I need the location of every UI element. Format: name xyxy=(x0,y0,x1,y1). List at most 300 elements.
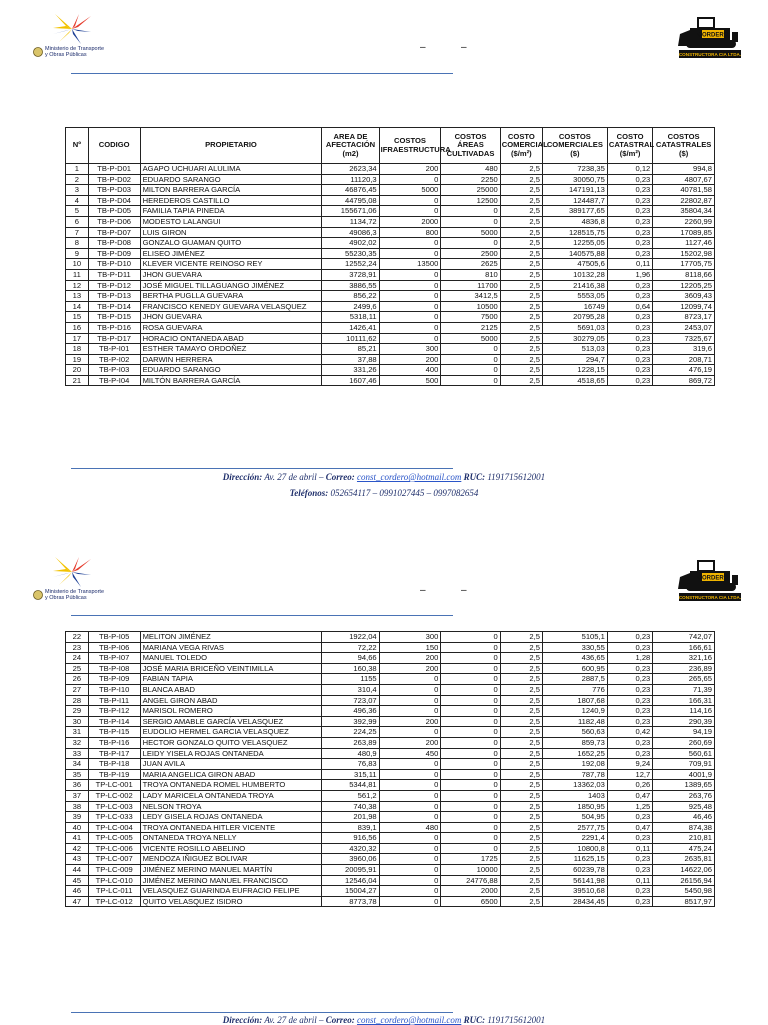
row-code: TB-P-D09 xyxy=(88,248,140,259)
bulldozer-icon xyxy=(676,14,744,64)
table-row xyxy=(66,375,715,386)
row-infra-cost: 0 xyxy=(379,195,441,206)
row-unit-commercial: 2,5 xyxy=(500,716,542,727)
row-owner: JOSÉ MIGUEL TILLAGUANGO JIMÉNEZ xyxy=(140,280,322,291)
row-infra-cost: 800 xyxy=(379,227,441,238)
row-code: TP-LC-001 xyxy=(88,780,140,791)
row-code: TB-P-D04 xyxy=(88,195,140,206)
row-cadastral-cost: 12099,74 xyxy=(653,301,715,312)
row-code: TP-LC-033 xyxy=(88,812,140,823)
row-area: 1134,72 xyxy=(322,216,379,227)
row-unit-commercial: 2,5 xyxy=(500,164,542,175)
row-commercial-cost: 560,63 xyxy=(542,727,607,738)
row-cadastral-cost: 26156,94 xyxy=(653,875,715,886)
row-infra-cost: 200 xyxy=(379,354,441,365)
column-header: AREA DE AFECTACIÓN (m2) xyxy=(322,128,379,164)
row-code: TB-P-I05 xyxy=(88,632,140,643)
row-area: 315,11 xyxy=(322,769,379,780)
row-commercial-cost: 389177,65 xyxy=(542,206,607,217)
row-infra-cost: 200 xyxy=(379,716,441,727)
row-owner: KLEVER VICENTE REINOSO REY xyxy=(140,259,322,270)
row-commercial-cost: 294,7 xyxy=(542,354,607,365)
row-code: TB-P-I18 xyxy=(88,759,140,770)
row-code: TP-LC-004 xyxy=(88,822,140,833)
table-row xyxy=(66,642,715,653)
row-infra-cost: 0 xyxy=(379,896,441,907)
row-number: 1 xyxy=(66,164,89,175)
row-commercial-cost: 13362,03 xyxy=(542,780,607,791)
table-row xyxy=(66,195,715,206)
row-unit-commercial: 2,5 xyxy=(500,727,542,738)
row-area: 224,25 xyxy=(322,727,379,738)
table-row xyxy=(66,896,715,907)
row-code: TB-P-I10 xyxy=(88,684,140,695)
row-commercial-cost: 147191,13 xyxy=(542,185,607,196)
row-number: 44 xyxy=(66,865,89,876)
row-unit-cadastral: 0,23 xyxy=(607,642,652,653)
row-crop-cost: 0 xyxy=(441,780,500,791)
row-number: 24 xyxy=(66,653,89,664)
row-area: 46876,45 xyxy=(322,185,379,196)
table-row xyxy=(66,322,715,333)
cost-table-page-1 xyxy=(65,127,715,386)
row-number: 13 xyxy=(66,291,89,302)
row-commercial-cost: 436,65 xyxy=(542,653,607,664)
row-code: TB-P-I08 xyxy=(88,663,140,674)
row-owner: MARISOL ROMERO xyxy=(140,706,322,717)
row-number: 22 xyxy=(66,632,89,643)
row-owner: FABIAN TAPIA xyxy=(140,674,322,685)
row-number: 37 xyxy=(66,790,89,801)
row-crop-cost: 0 xyxy=(441,716,500,727)
row-unit-commercial: 2,5 xyxy=(500,280,542,291)
ruc-value: 1191715612001 xyxy=(487,1015,546,1025)
row-area: 740,38 xyxy=(322,801,379,812)
column-header: COSTOS COMERCIALES ($) xyxy=(542,128,607,164)
row-crop-cost: 25000 xyxy=(441,185,500,196)
row-commercial-cost: 192,08 xyxy=(542,759,607,770)
row-number: 2 xyxy=(66,174,89,185)
row-area: 72,22 xyxy=(322,642,379,653)
row-number: 15 xyxy=(66,312,89,323)
table-row xyxy=(66,695,715,706)
row-crop-cost: 2500 xyxy=(441,248,500,259)
row-infra-cost: 150 xyxy=(379,642,441,653)
row-cadastral-cost: 2635,81 xyxy=(653,854,715,865)
row-number: 4 xyxy=(66,195,89,206)
row-crop-cost: 0 xyxy=(441,833,500,844)
row-commercial-cost: 12255,05 xyxy=(542,238,607,249)
row-unit-cadastral: 0,23 xyxy=(607,833,652,844)
row-commercial-cost: 1807,68 xyxy=(542,695,607,706)
row-owner: FAMILIA TAPIA PINEDA xyxy=(140,206,322,217)
row-cadastral-cost: 260,69 xyxy=(653,737,715,748)
row-commercial-cost: 10800,8 xyxy=(542,843,607,854)
row-crop-cost: 0 xyxy=(441,684,500,695)
row-cadastral-cost: 15202,98 xyxy=(653,248,715,259)
row-infra-cost: 500 xyxy=(379,375,441,386)
row-commercial-cost: 2577,75 xyxy=(542,822,607,833)
row-unit-commercial: 2,5 xyxy=(500,748,542,759)
row-unit-cadastral: 0,47 xyxy=(607,822,652,833)
row-number: 27 xyxy=(66,684,89,695)
row-unit-cadastral: 0,23 xyxy=(607,322,652,333)
row-area: 561,2 xyxy=(322,790,379,801)
row-crop-cost: 0 xyxy=(441,238,500,249)
row-crop-cost: 0 xyxy=(441,822,500,833)
table-row xyxy=(66,674,715,685)
row-commercial-cost: 5105,1 xyxy=(542,632,607,643)
row-area: 76,83 xyxy=(322,759,379,770)
row-owner: GONZALO GUAMAN QUITO xyxy=(140,238,322,249)
row-infra-cost: 0 xyxy=(379,706,441,717)
table-row xyxy=(66,269,715,280)
row-crop-cost: 10000 xyxy=(441,865,500,876)
svg-text:CORDERO: CORDERO xyxy=(697,32,729,39)
table-row xyxy=(66,365,715,376)
row-area: 839,1 xyxy=(322,822,379,833)
row-crop-cost: 0 xyxy=(441,790,500,801)
row-unit-commercial: 2,5 xyxy=(500,706,542,717)
row-infra-cost: 300 xyxy=(379,344,441,355)
row-number: 47 xyxy=(66,896,89,907)
row-number: 38 xyxy=(66,801,89,812)
row-infra-cost: 0 xyxy=(379,269,441,280)
row-owner: TROYA ONTANEDA ROMEL HUMBERTO xyxy=(140,780,322,791)
row-unit-cadastral: 0,23 xyxy=(607,344,652,355)
row-commercial-cost: 5691,03 xyxy=(542,322,607,333)
row-cadastral-cost: 14622,06 xyxy=(653,865,715,876)
row-crop-cost: 24776,88 xyxy=(441,875,500,886)
header-rule xyxy=(71,73,453,74)
table-row xyxy=(66,748,715,759)
row-number: 12 xyxy=(66,280,89,291)
table-row xyxy=(66,780,715,791)
column-header: COSTO CATASTRAL ($/m²) xyxy=(607,128,652,164)
row-unit-cadastral: 0,23 xyxy=(607,365,652,376)
row-commercial-cost: 2291,4 xyxy=(542,833,607,844)
column-header: Nº xyxy=(66,128,89,164)
table-row xyxy=(66,216,715,227)
footer-address: Dirección: Av. 27 de abril – Correo: const_cordero@hotmail.com RUC: 1191715612001 xyxy=(222,1015,546,1025)
row-owner: VICENTE ROSILLO ABELINO xyxy=(140,843,322,854)
row-unit-cadastral: 0,23 xyxy=(607,737,652,748)
row-crop-cost: 11700 xyxy=(441,280,500,291)
row-number: 31 xyxy=(66,727,89,738)
row-crop-cost: 0 xyxy=(441,344,500,355)
column-header: COSTOS IFRAESTRUCTURA xyxy=(379,128,441,164)
row-infra-cost: 0 xyxy=(379,727,441,738)
mtop-logo xyxy=(33,555,109,605)
row-unit-cadastral: 0,23 xyxy=(607,865,652,876)
svg-text:CONSTRUCTORA CIA LTDA.: CONSTRUCTORA CIA LTDA. xyxy=(678,52,742,57)
row-unit-commercial: 2,5 xyxy=(500,216,542,227)
row-infra-cost: 0 xyxy=(379,801,441,812)
header-dash: – xyxy=(461,585,467,596)
row-crop-cost: 5000 xyxy=(441,333,500,344)
row-area: 11120,3 xyxy=(322,174,379,185)
mtop-name: Ministerio de Transporte y Obras Públicas xyxy=(45,46,104,58)
row-number: 21 xyxy=(66,375,89,386)
row-cadastral-cost: 742,07 xyxy=(653,632,715,643)
row-crop-cost: 0 xyxy=(441,663,500,674)
email-link[interactable]: const_cordero@hotmail.com xyxy=(356,472,462,482)
table-row xyxy=(66,865,715,876)
row-unit-cadastral: 0,23 xyxy=(607,632,652,643)
document-page-1 xyxy=(0,0,768,512)
row-unit-commercial: 2,5 xyxy=(500,780,542,791)
row-unit-cadastral: 0,23 xyxy=(607,280,652,291)
row-unit-commercial: 2,5 xyxy=(500,896,542,907)
row-infra-cost: 200 xyxy=(379,737,441,748)
header-rule xyxy=(71,615,453,616)
row-infra-cost: 0 xyxy=(379,312,441,323)
row-code: TB-P-I03 xyxy=(88,365,140,376)
correo-label: Correo: xyxy=(325,1015,355,1025)
row-owner: HECTOR GONZALO QUITO VELASQUEZ xyxy=(140,737,322,748)
row-unit-commercial: 2,5 xyxy=(500,684,542,695)
row-area: 1922,04 xyxy=(322,632,379,643)
row-code: TB-P-I19 xyxy=(88,769,140,780)
row-number: 32 xyxy=(66,737,89,748)
row-owner: EUDOLIO HERMEL GARCIA VELASQUEZ xyxy=(140,727,322,738)
row-owner: LEDY GISELA ROJAS ONTANEDA xyxy=(140,812,322,823)
row-crop-cost: 2125 xyxy=(441,322,500,333)
row-unit-commercial: 2,5 xyxy=(500,301,542,312)
row-owner: JOSÉ MARIA BRICEÑO VEINTIMILLA xyxy=(140,663,322,674)
row-cadastral-cost: 709,91 xyxy=(653,759,715,770)
row-crop-cost: 0 xyxy=(441,801,500,812)
row-area: 5318,11 xyxy=(322,312,379,323)
row-number: 6 xyxy=(66,216,89,227)
row-commercial-cost: 504,95 xyxy=(542,812,607,823)
row-crop-cost: 0 xyxy=(441,365,500,376)
table-row xyxy=(66,259,715,270)
row-cadastral-cost: 4001,9 xyxy=(653,769,715,780)
row-unit-cadastral: 0,23 xyxy=(607,663,652,674)
row-cadastral-cost: 46,46 xyxy=(653,812,715,823)
row-cadastral-cost: 12205,25 xyxy=(653,280,715,291)
row-unit-cadastral: 0,23 xyxy=(607,354,652,365)
row-cadastral-cost: 71,39 xyxy=(653,684,715,695)
row-code: TP-LC-010 xyxy=(88,875,140,886)
row-infra-cost: 0 xyxy=(379,812,441,823)
row-infra-cost: 0 xyxy=(379,684,441,695)
row-cadastral-cost: 208,71 xyxy=(653,354,715,365)
row-cadastral-cost: 7325,67 xyxy=(653,333,715,344)
ruc-label: RUC: xyxy=(463,472,486,482)
row-unit-cadastral: 0,23 xyxy=(607,706,652,717)
row-number: 39 xyxy=(66,812,89,823)
row-owner: JUAN AVILA xyxy=(140,759,322,770)
column-header: COSTOS CATASTRALES ($) xyxy=(653,128,715,164)
row-code: TB-P-D06 xyxy=(88,216,140,227)
row-area: 155671,06 xyxy=(322,206,379,217)
row-owner: ANGEL GIRON ABAD xyxy=(140,695,322,706)
row-crop-cost: 0 xyxy=(441,375,500,386)
row-unit-cadastral: 0,23 xyxy=(607,185,652,196)
row-unit-cadastral: 0,11 xyxy=(607,259,652,270)
row-unit-cadastral: 0,23 xyxy=(607,333,652,344)
row-cadastral-cost: 2260,99 xyxy=(653,216,715,227)
row-commercial-cost: 140575,88 xyxy=(542,248,607,259)
table-row xyxy=(66,632,715,643)
row-unit-commercial: 2,5 xyxy=(500,854,542,865)
row-cadastral-cost: 475,24 xyxy=(653,843,715,854)
row-number: 17 xyxy=(66,333,89,344)
row-crop-cost: 0 xyxy=(441,674,500,685)
row-area: 37,88 xyxy=(322,354,379,365)
row-cadastral-cost: 22802,87 xyxy=(653,195,715,206)
row-unit-cadastral: 0,23 xyxy=(607,227,652,238)
row-infra-cost: 0 xyxy=(379,174,441,185)
row-cadastral-cost: 114,16 xyxy=(653,706,715,717)
table-row xyxy=(66,822,715,833)
row-number: 14 xyxy=(66,301,89,312)
telefonos-label: Teléfonos: xyxy=(289,488,329,498)
row-owner: MARIANA VEGA RIVAS xyxy=(140,642,322,653)
row-code: TB-P-I07 xyxy=(88,653,140,664)
row-unit-cadastral: 0,23 xyxy=(607,195,652,206)
row-code: TB-P-D08 xyxy=(88,238,140,249)
table-row xyxy=(66,248,715,259)
row-code: TB-P-D02 xyxy=(88,174,140,185)
row-commercial-cost: 1240,9 xyxy=(542,706,607,717)
row-infra-cost: 0 xyxy=(379,206,441,217)
row-owner: MENDOZA IÑIGUEZ BOLIVAR xyxy=(140,854,322,865)
row-code: TB-P-I04 xyxy=(88,375,140,386)
row-commercial-cost: 330,55 xyxy=(542,642,607,653)
row-owner: JHON GUEVARA xyxy=(140,269,322,280)
row-code: TP-LC-003 xyxy=(88,801,140,812)
row-owner: LEIDY YISELA ROJAS ONTANEDA xyxy=(140,748,322,759)
table-row xyxy=(66,164,715,175)
row-cadastral-cost: 265,65 xyxy=(653,674,715,685)
row-area: 201,98 xyxy=(322,812,379,823)
email-link[interactable]: const_cordero@hotmail.com xyxy=(356,1015,462,1025)
row-unit-commercial: 2,5 xyxy=(500,653,542,664)
row-owner: JHON GUEVARA xyxy=(140,312,322,323)
row-area: 5344,81 xyxy=(322,780,379,791)
row-cadastral-cost: 5450,98 xyxy=(653,886,715,897)
row-cadastral-cost: 925,48 xyxy=(653,801,715,812)
mtop-star-icon xyxy=(51,12,93,46)
row-unit-cadastral: 1,96 xyxy=(607,269,652,280)
row-unit-commercial: 2,5 xyxy=(500,333,542,344)
table-row xyxy=(66,737,715,748)
row-unit-commercial: 2,5 xyxy=(500,759,542,770)
row-infra-cost: 480 xyxy=(379,822,441,833)
row-commercial-cost: 7238,35 xyxy=(542,164,607,175)
row-unit-commercial: 2,5 xyxy=(500,674,542,685)
row-code: TB-P-D03 xyxy=(88,185,140,196)
row-number: 40 xyxy=(66,822,89,833)
row-code: TB-P-D11 xyxy=(88,269,140,280)
column-header: COSTO COMERCIAL ($/m²) xyxy=(500,128,542,164)
row-crop-cost: 12500 xyxy=(441,195,500,206)
table-row xyxy=(66,301,715,312)
row-infra-cost: 200 xyxy=(379,653,441,664)
row-owner: AGAPO UCHUARI ALULIMA xyxy=(140,164,322,175)
row-owner: NELSON TROYA xyxy=(140,801,322,812)
table-row xyxy=(66,280,715,291)
table-row xyxy=(66,333,715,344)
row-area: 3886,55 xyxy=(322,280,379,291)
row-cadastral-cost: 17089,85 xyxy=(653,227,715,238)
row-crop-cost: 5000 xyxy=(441,227,500,238)
row-cadastral-cost: 35804,34 xyxy=(653,206,715,217)
row-code: TB-P-D01 xyxy=(88,164,140,175)
row-infra-cost: 0 xyxy=(379,780,441,791)
cost-table-page-2 xyxy=(65,631,715,907)
row-cadastral-cost: 17705,75 xyxy=(653,259,715,270)
row-area: 331,26 xyxy=(322,365,379,376)
mtop-name: Ministerio de Transporte y Obras Públicas xyxy=(45,589,104,601)
row-owner: MARIA ANGELICA GIRON ABAD xyxy=(140,769,322,780)
row-cadastral-cost: 236,89 xyxy=(653,663,715,674)
row-commercial-cost: 787,78 xyxy=(542,769,607,780)
table-row xyxy=(66,727,715,738)
row-cadastral-cost: 2453,07 xyxy=(653,322,715,333)
row-infra-cost: 0 xyxy=(379,301,441,312)
row-area: 44795,08 xyxy=(322,195,379,206)
table-body xyxy=(66,632,715,907)
row-number: 36 xyxy=(66,780,89,791)
row-code: TP-LC-002 xyxy=(88,790,140,801)
row-infra-cost: 0 xyxy=(379,875,441,886)
row-code: TB-P-I16 xyxy=(88,737,140,748)
row-code: TB-P-I14 xyxy=(88,716,140,727)
row-number: 26 xyxy=(66,674,89,685)
row-area: 1426,41 xyxy=(322,322,379,333)
row-code: TP-LC-007 xyxy=(88,854,140,865)
row-area: 4902,02 xyxy=(322,238,379,249)
row-cadastral-cost: 869,72 xyxy=(653,375,715,386)
row-cadastral-cost: 8118,66 xyxy=(653,269,715,280)
row-unit-cadastral: 0,23 xyxy=(607,216,652,227)
row-unit-commercial: 2,5 xyxy=(500,248,542,259)
row-unit-commercial: 2,5 xyxy=(500,195,542,206)
row-owner: ELISEO JIMÉNEZ xyxy=(140,248,322,259)
row-crop-cost: 0 xyxy=(441,642,500,653)
table-row xyxy=(66,312,715,323)
direccion-label: Dirección: xyxy=(222,1015,263,1025)
row-unit-commercial: 2,5 xyxy=(500,375,542,386)
row-code: TP-LC-005 xyxy=(88,833,140,844)
row-cadastral-cost: 994,8 xyxy=(653,164,715,175)
row-code: TB-P-I01 xyxy=(88,344,140,355)
row-number: 33 xyxy=(66,748,89,759)
direccion-value: Av. 27 de abril xyxy=(264,472,317,482)
footer-phones xyxy=(0,488,768,498)
row-area: 4320,32 xyxy=(322,843,379,854)
row-unit-commercial: 2,5 xyxy=(500,185,542,196)
row-commercial-cost: 776 xyxy=(542,684,607,695)
row-commercial-cost: 28434,45 xyxy=(542,896,607,907)
row-unit-commercial: 2,5 xyxy=(500,291,542,302)
row-unit-cadastral: 0,23 xyxy=(607,375,652,386)
row-crop-cost: 0 xyxy=(441,653,500,664)
row-owner: SERGIO AMABLE GARCÍA VELASQUEZ xyxy=(140,716,322,727)
table-row xyxy=(66,790,715,801)
row-infra-cost: 5000 xyxy=(379,185,441,196)
row-owner: ROSA GUEVARA xyxy=(140,322,322,333)
row-crop-cost: 480 xyxy=(441,164,500,175)
footer-rule xyxy=(71,468,453,469)
row-infra-cost: 0 xyxy=(379,769,441,780)
svg-text:CONSTRUCTORA CIA LTDA.: CONSTRUCTORA CIA LTDA. xyxy=(678,595,742,600)
row-unit-cadastral: 0,23 xyxy=(607,886,652,897)
